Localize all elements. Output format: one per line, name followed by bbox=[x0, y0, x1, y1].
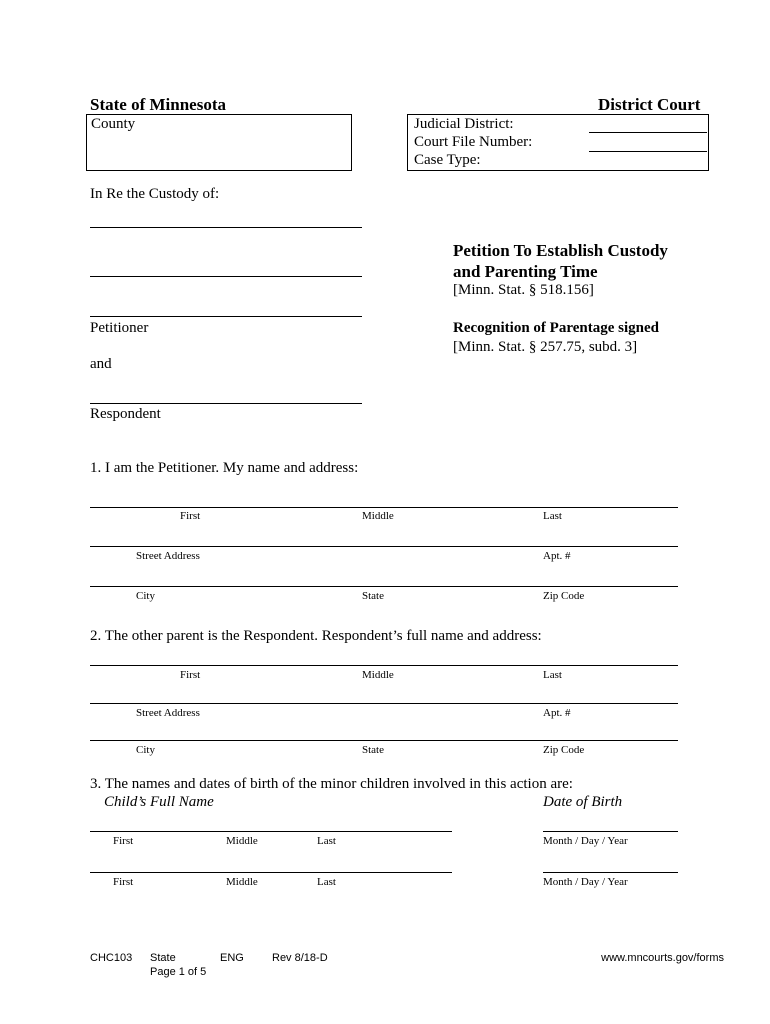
petitioner-zip-label: Zip Code bbox=[543, 590, 585, 602]
county-label: County bbox=[91, 116, 136, 132]
respondent-street-label: Street Address bbox=[136, 707, 200, 719]
petitioner-city-field[interactable] bbox=[90, 586, 678, 587]
in-re-label: In Re the Custody of: bbox=[90, 186, 220, 202]
petitioner-street-field[interactable] bbox=[90, 546, 678, 547]
footer-page-number: Page 1 of 5 bbox=[150, 966, 207, 978]
state-heading: State of Minnesota bbox=[90, 95, 226, 114]
petitioner-name-field[interactable] bbox=[90, 507, 678, 508]
respondent-name-line[interactable] bbox=[90, 403, 362, 404]
court-file-number-field[interactable] bbox=[589, 151, 707, 152]
petitioner-first-label: First bbox=[180, 510, 201, 522]
case-info-box bbox=[407, 114, 709, 171]
respondent-label: Respondent bbox=[90, 406, 161, 422]
child-2-dob-label: Month / Day / Year bbox=[543, 876, 628, 888]
respondent-last-label: Last bbox=[543, 669, 562, 681]
child-1-dob-field[interactable] bbox=[543, 831, 678, 832]
custody-name-line-1[interactable] bbox=[90, 227, 362, 228]
petitioner-state-label: State bbox=[362, 590, 384, 602]
footer-revision: Rev 8/18-D bbox=[272, 952, 328, 964]
petition-title-line1: Petition To Establish Custody bbox=[453, 241, 668, 260]
child-2-name-field[interactable] bbox=[90, 872, 452, 873]
respondent-state-label: State bbox=[362, 744, 384, 756]
petitioner-city-label: City bbox=[136, 590, 155, 602]
child-1-middle-label: Middle bbox=[226, 835, 258, 847]
section2-heading: 2. The other parent is the Respondent. Respondent’s full name and address: bbox=[90, 628, 542, 644]
respondent-first-label: First bbox=[180, 669, 201, 681]
respondent-middle-label: Middle bbox=[362, 669, 394, 681]
petitioner-last-label: Last bbox=[543, 510, 562, 522]
statute-citation-2: [Minn. Stat. § 257.75, subd. 3] bbox=[453, 339, 638, 355]
section3-heading: 3. The names and dates of birth of the minor children involved in this action are: bbox=[90, 776, 573, 792]
petitioner-street-label: Street Address bbox=[136, 550, 200, 562]
child-1-first-label: First bbox=[113, 835, 134, 847]
case-type-label: Case Type: bbox=[414, 152, 481, 168]
respondent-city-field[interactable] bbox=[90, 740, 678, 741]
and-label: and bbox=[90, 356, 112, 372]
court-heading: District Court bbox=[598, 95, 701, 114]
child-2-last-label: Last bbox=[317, 876, 336, 888]
section1-heading: 1. I am the Petitioner. My name and address: bbox=[90, 460, 359, 476]
petition-title-line2: and Parenting Time bbox=[453, 262, 598, 281]
child-2-dob-field[interactable] bbox=[543, 872, 678, 873]
judicial-district-label: Judicial District: bbox=[414, 116, 514, 132]
respondent-name-field[interactable] bbox=[90, 665, 678, 666]
dob-column-label: Date of Birth bbox=[543, 794, 623, 810]
petitioner-middle-label: Middle bbox=[362, 510, 394, 522]
footer-language: ENG bbox=[220, 952, 244, 964]
petitioner-apt-label: Apt. # bbox=[543, 550, 571, 562]
court-file-number-label: Court File Number: bbox=[414, 134, 533, 150]
respondent-apt-label: Apt. # bbox=[543, 707, 571, 719]
child-1-name-field[interactable] bbox=[90, 831, 452, 832]
child-1-last-label: Last bbox=[317, 835, 336, 847]
footer-form-code: CHC103 bbox=[90, 952, 133, 964]
statute-citation-1: [Minn. Stat. § 518.156] bbox=[453, 282, 594, 298]
footer-url: www.mncourts.gov/forms bbox=[601, 952, 724, 964]
footer-scope: State bbox=[150, 952, 176, 964]
petitioner-name-line[interactable] bbox=[90, 316, 362, 317]
recognition-heading: Recognition of Parentage signed bbox=[453, 320, 659, 336]
respondent-street-field[interactable] bbox=[90, 703, 678, 704]
custody-name-line-2[interactable] bbox=[90, 276, 362, 277]
judicial-district-field[interactable] bbox=[589, 132, 707, 133]
petitioner-label: Petitioner bbox=[90, 320, 149, 336]
respondent-city-label: City bbox=[136, 744, 155, 756]
child-2-first-label: First bbox=[113, 876, 134, 888]
child-name-column-label: Child’s Full Name bbox=[104, 794, 214, 810]
respondent-zip-label: Zip Code bbox=[543, 744, 585, 756]
child-2-middle-label: Middle bbox=[226, 876, 258, 888]
child-1-dob-label: Month / Day / Year bbox=[543, 835, 628, 847]
county-box[interactable] bbox=[86, 114, 352, 171]
